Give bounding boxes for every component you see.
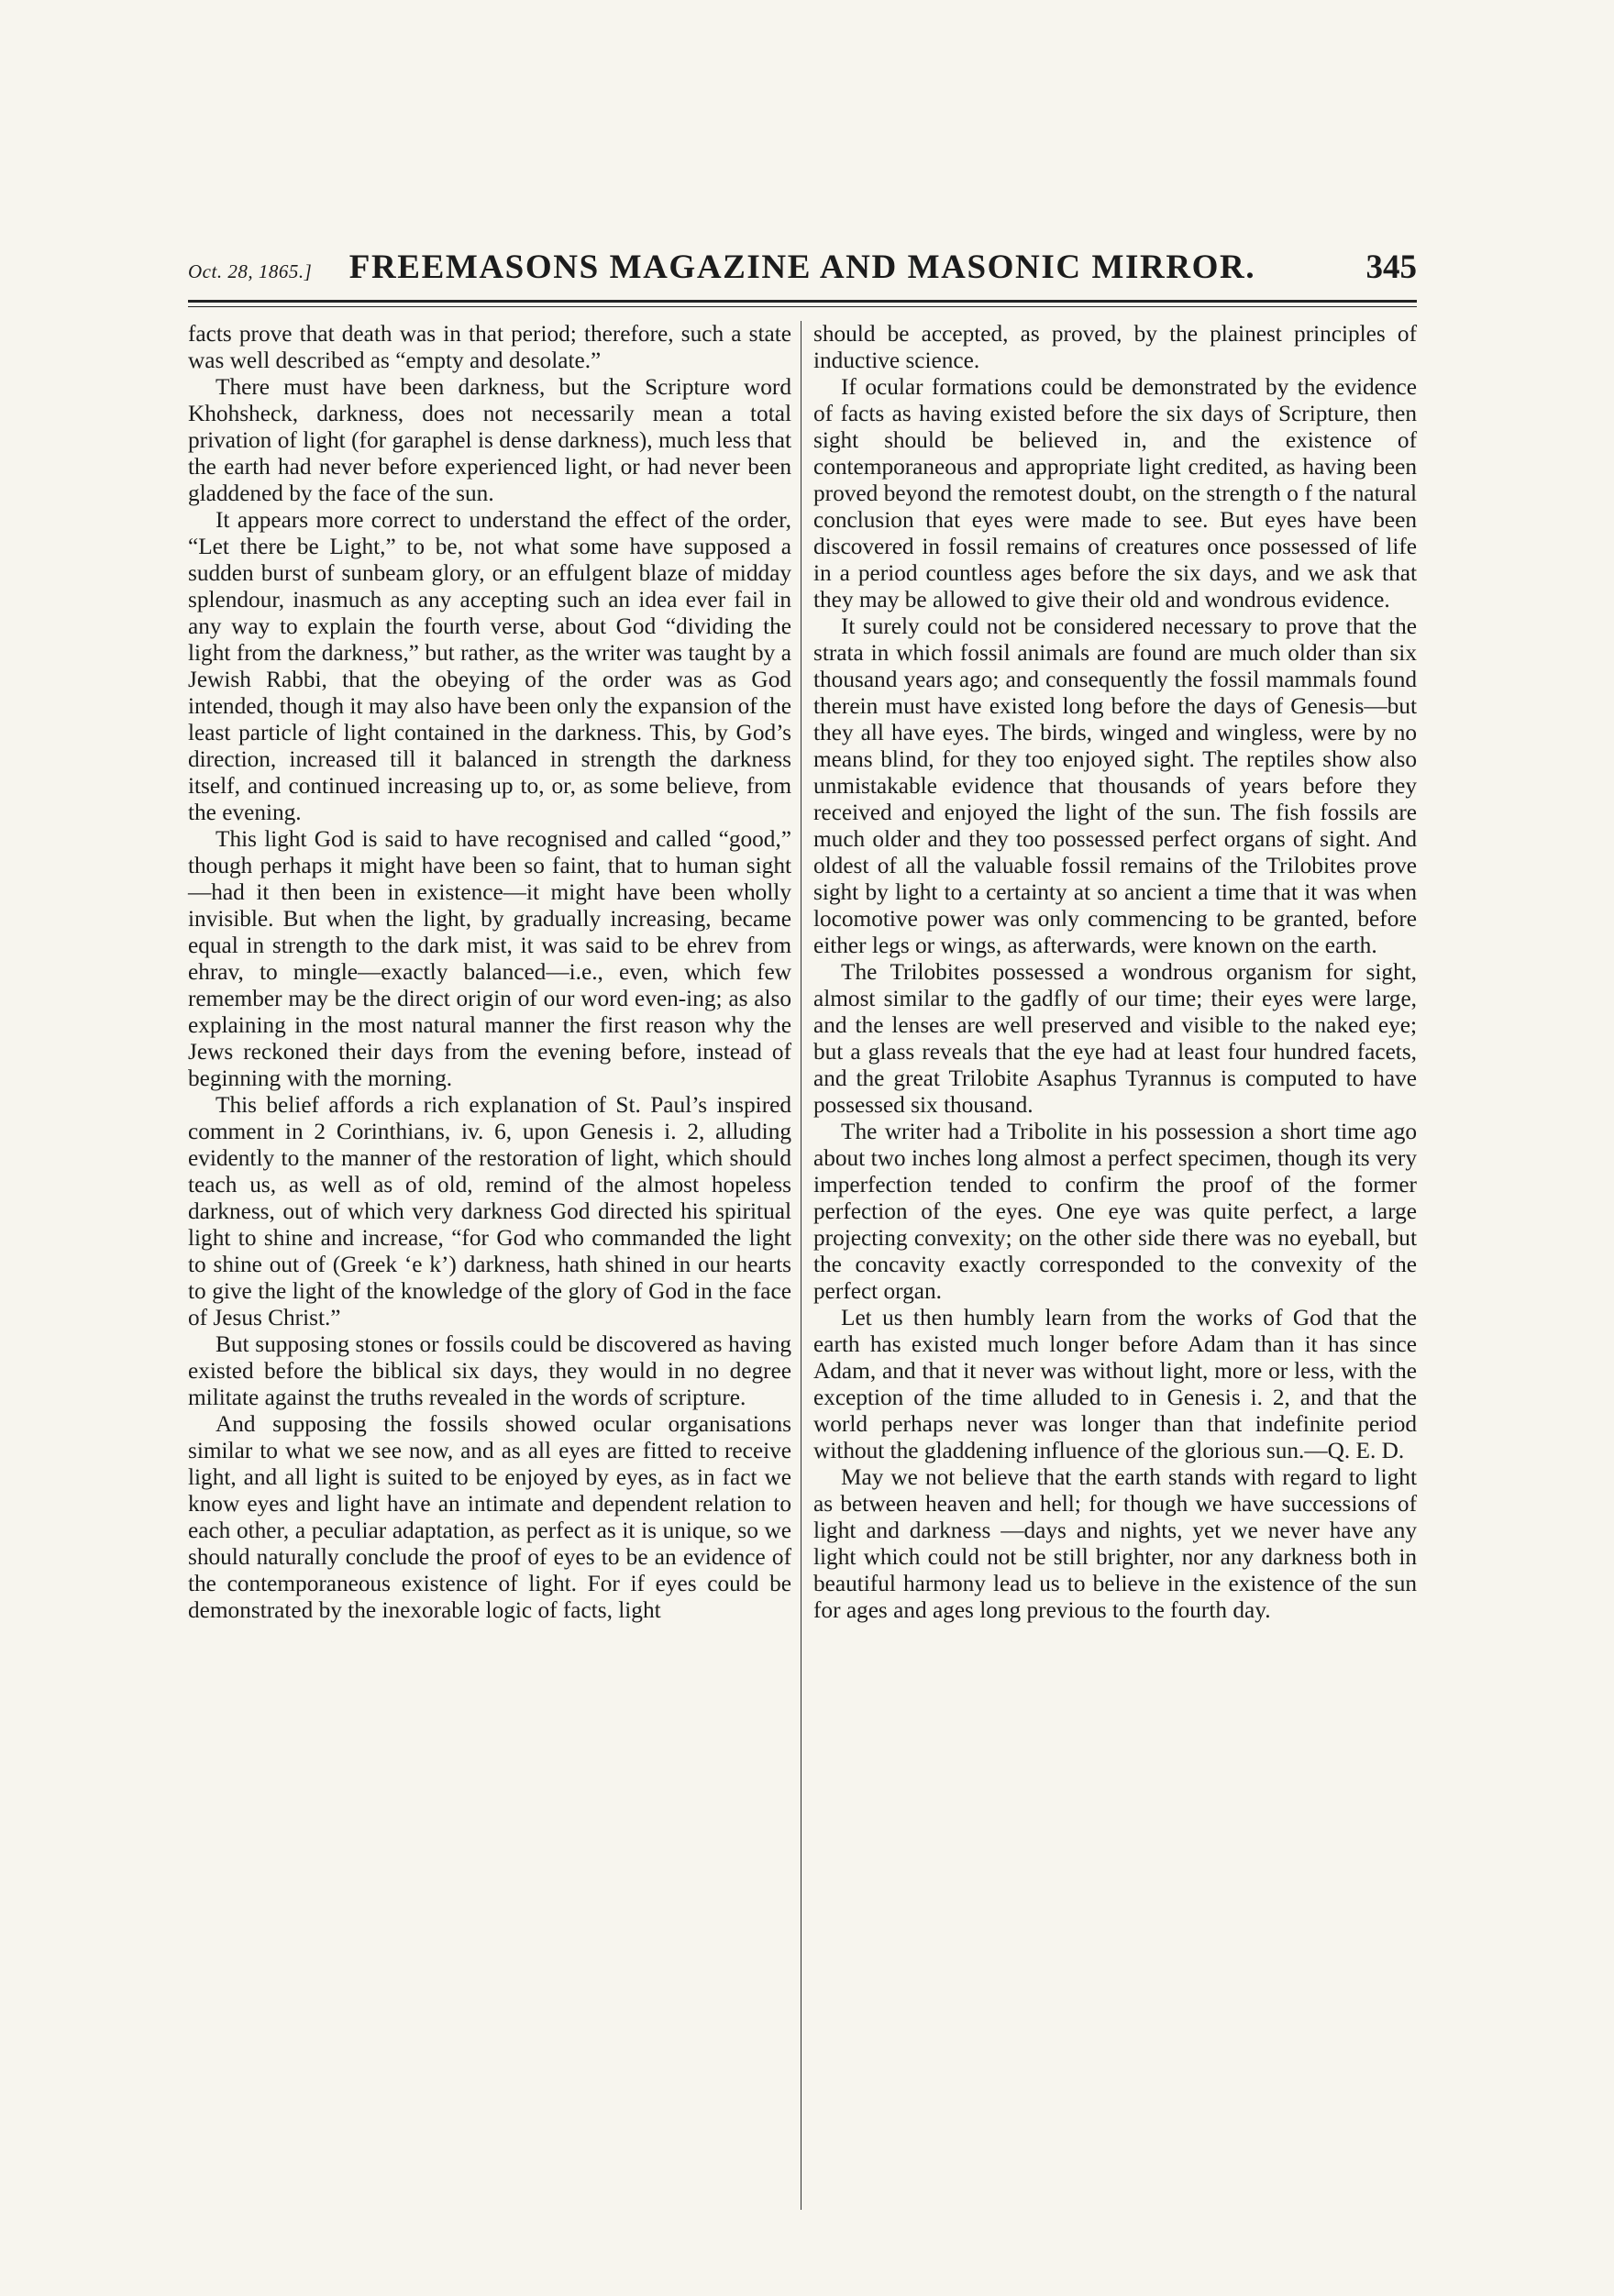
paragraph: If ocular formations could be demonstrated by the evidence of facts as having existed before the six days of Scripture, then sight should be believed in, and the existence of contemporaneous and appropriate light credited, as having been proved beyond the remotest doubt, on the strength o f the natural conclusion that eyes were made to see. But eyes have been discovered in fossil remains of creatures once possessed of life in a period countless ages before the six days, and we ask that they may be allowed to give their old and wondrous evidence. [813, 374, 1417, 613]
page-header [188, 246, 1417, 297]
paragraph: It appears more correct to understand the effect of the order, “Let there be Light,” to be, not what some have supposed a sudden burst of sunbeam glory, or an effulgent blaze of midday splendour, inasmuch as any accepting such an idea ever fail in any way to explain the fourth verse, about God “dividing the light from the darkness,” but rather, as the writer was taught by a Jewish Rabbi, that the obeying of the order was as God intended, though it may also have been only the expansion of the least particle of light contained in the darkness. This, by God’s direction, increased till it balanced in strength the darkness itself, and continued increasing up to, or, as some believe, from the evening. [188, 507, 791, 825]
paragraph: May we not believe that the earth stands with regard to light as between heaven and hell; for though we have successions of light and darkness —days and nights, yet we never have any light which could not be still brighter, nor any darkness both in beautiful harmony lead us to believe in the existence of the sun for ages and ages long previous to the fourth day. [813, 1464, 1417, 1623]
page-number: 345 [1365, 248, 1417, 286]
publication-title: FREEMASONS MAGAZINE AND MASONIC MIRROR. [348, 248, 1256, 286]
left-column [188, 321, 791, 2210]
paragraph: There must have been darkness, but the Scripture word Khohsheck, darkness, does not necessarily mean a total privation of light (for garaphel is dense darkness), much less that the earth had never before experienced light, or had never been gladdened by the face of the sun. [188, 374, 791, 506]
paragraph: The writer had a Tribolite in his possession a short time ago about two inches long almost a perfect specimen, though its very imperfection tended to confirm the proof of the former perfection of the eyes. One eye was quite perfect, a large projecting convexity; on the other side there was no eyeball, but the concavity exactly corresponded to the convexity of the perfect organ. [813, 1119, 1417, 1304]
paragraph: should be accepted, as proved, by the plainest principles of inductive science. [813, 321, 1417, 373]
paragraph: It surely could not be considered necessary to prove that the strata in which fossil animals are found are much older than six thousand years ago; and consequently the fossil mammals found therein must have existed long before the days of Genesis—but they all have eyes. The birds, winged and wingless, were by no means blind, for they too enjoyed sight. The reptiles show also unmistakable evidence that thousands of years before they received and enjoyed the light of the sun. The fish fossils are much older and they too possessed perfect organs of sight. And oldest of all the valuable fossil remains of the Trilobites prove sight by light to a certainty at so ancient a time that it was when locomotive power was only commencing to be granted, before either legs or wings, as afterwards, were known on the earth. [813, 613, 1417, 958]
paragraph: And supposing the fossils showed ocular organisations similar to what we see now, and as all eyes are fitted to receive light, and all light is suited to be enjoyed by eyes, as in fact we know eyes and light have an intimate and dependent relation to each other, a peculiar adaptation, as perfect as it is unique, so we should naturally conclude the proof of eyes to be an evidence of the contemporaneous existence of light. For if eyes could be demonstrated by the inexorable logic of facts, light [188, 1411, 791, 1623]
header-rule-thin [188, 306, 1417, 307]
right-column [813, 321, 1417, 2210]
issue-date: Oct. 28, 1865.] [188, 260, 313, 282]
paragraph: But supposing stones or fossils could be discovered as having existed before the biblical six days, they would in no degree militate against the truths revealed in the words of scripture. [188, 1331, 791, 1410]
paragraph: Let us then humbly learn from the works of God that the earth has existed much longer before Adam than it has since Adam, and that it never was without light, more or less, with the exception of the time alluded to in Genesis i. 2, and that the world perhaps never was longer than that indefinite period without the gladdening influence of the glorious sun.—Q. E. D. [813, 1305, 1417, 1463]
paragraph: facts prove that death was in that period; therefore, such a state was well described as “empty and desolate.” [188, 321, 791, 373]
paragraph: This belief affords a rich explanation of St. Paul’s inspired comment in 2 Corinthians, iv. 6, upon Genesis i. 2, alluding evidently to the manner of the restoration of light, which should teach us, as well as of old, remind of the almost hopeless darkness, out of which very darkness God directed his spiritual light to shine and increase, “for God who commanded the light to shine out of (Greek ‘e k’) darkness, hath shined in our hearts to give the light of the knowledge of the glory of God in the face of Jesus Christ.” [188, 1092, 791, 1330]
paragraph: The Trilobites possessed a wondrous organism for sight, almost similar to the gadfly of our time; their eyes were large, and the lenses are well preserved and visible to the naked eye; but a glass reveals that the eye had at least four hundred facets, and the great Trilobite Asaphus Tyrannus is computed to have possessed six thousand. [813, 959, 1417, 1118]
header-rule-thick [188, 300, 1417, 303]
paragraph: This light God is said to have recognised and called “good,” though perhaps it might have been so faint, that to human sight—had it then been in existence—it might have been wholly invisible. But when the light, by gradually increasing, became equal in strength to the dark mist, it was said to be ehrev from ehrav, to mingle—exactly balanced—i.e., even, which few remember may be the direct origin of our word even-ing; as also explaining in the most natural manner the first reason why the Jews reckoned their days from the evening before, instead of beginning with the morning. [188, 826, 791, 1091]
